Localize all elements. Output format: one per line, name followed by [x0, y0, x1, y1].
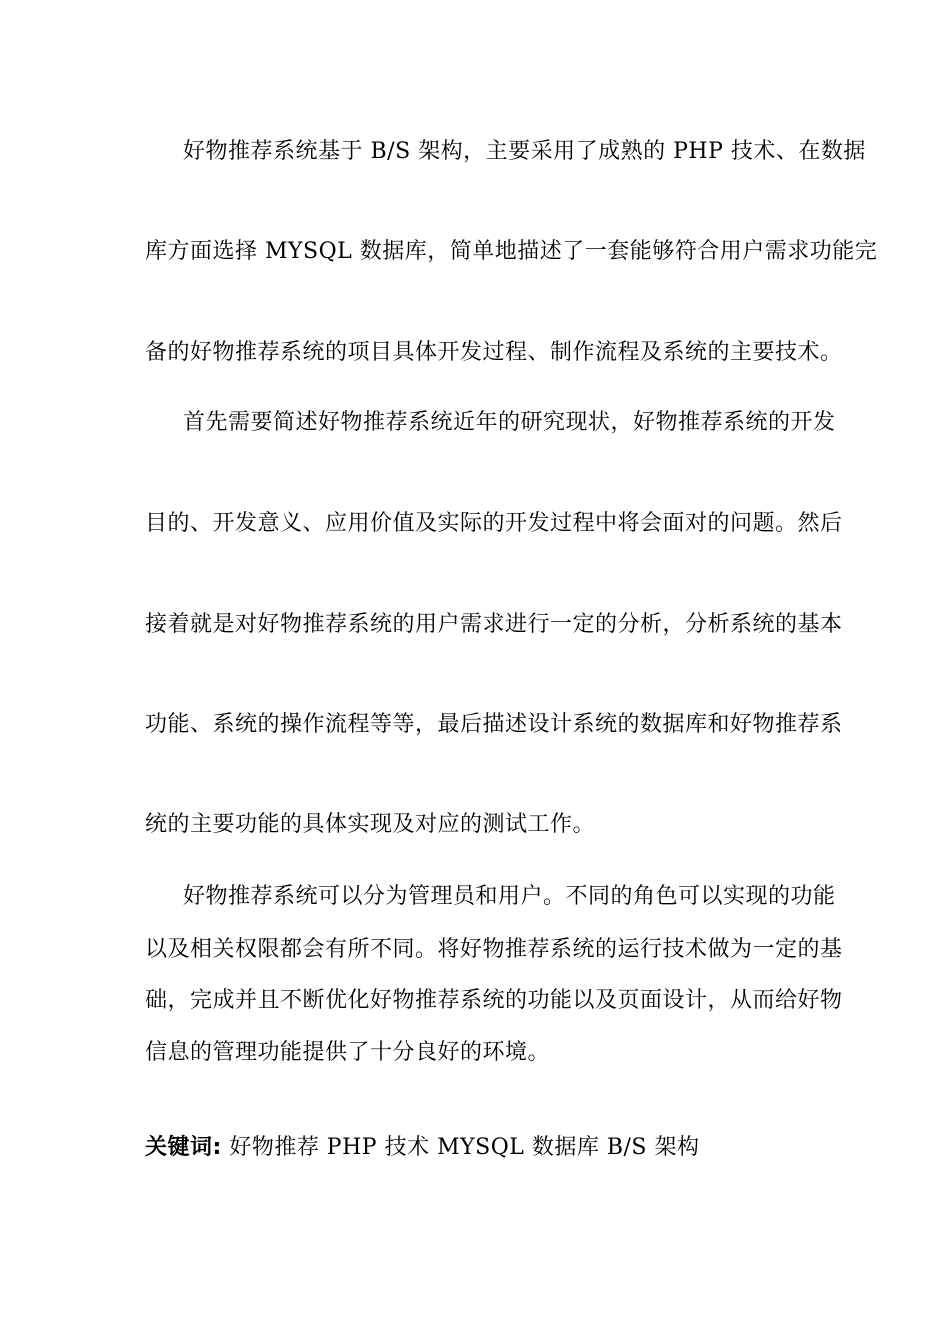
keywords-label: 关键词:	[145, 1135, 222, 1160]
paragraph-line: 接着就是对好物推荐系统的用户需求进行一定的分析，分析系统的基本	[145, 612, 843, 637]
paragraph-line: 信息的管理功能提供了十分良好的环境。	[145, 1040, 551, 1065]
paragraph-line: 以及相关权限都会有所不同。将好物推荐系统的运行技术做为一定的基	[145, 937, 843, 962]
paragraph-line: 好物推荐系统基于 B/S 架构，主要采用了成熟的 PHP 技术、在数据	[183, 139, 866, 164]
paragraph-line: 库方面选择 MYSQL 数据库，简单地描述了一套能够符合用户需求功能完	[145, 239, 878, 264]
paragraph-line: 首先需要简述好物推荐系统近年的研究现状，好物推荐系统的开发	[183, 410, 836, 435]
paragraph-line: 功能、系统的操作流程等等，最后描述设计系统的数据库和好物推荐系	[145, 712, 843, 737]
keywords-line	[145, 1133, 699, 1163]
paragraph-line: 统的主要功能的具体实现及对应的测试工作。	[145, 812, 596, 837]
paragraph-line: 备的好物推荐系统的项目具体开发过程、制作流程及系统的主要技术。	[145, 340, 843, 365]
keywords-text: 好物推荐 PHP 技术 MYSQL 数据库 B/S 架构	[229, 1135, 700, 1160]
paragraph-line: 好物推荐系统可以分为管理员和用户。不同的角色可以实现的功能	[183, 884, 836, 909]
paragraph-line: 础，完成并且不断优化好物推荐系统的功能以及页面设计，从而给好物	[145, 988, 843, 1013]
paragraph-line: 目的、开发意义、应用价值及实际的开发过程中将会面对的问题。然后	[145, 511, 843, 536]
